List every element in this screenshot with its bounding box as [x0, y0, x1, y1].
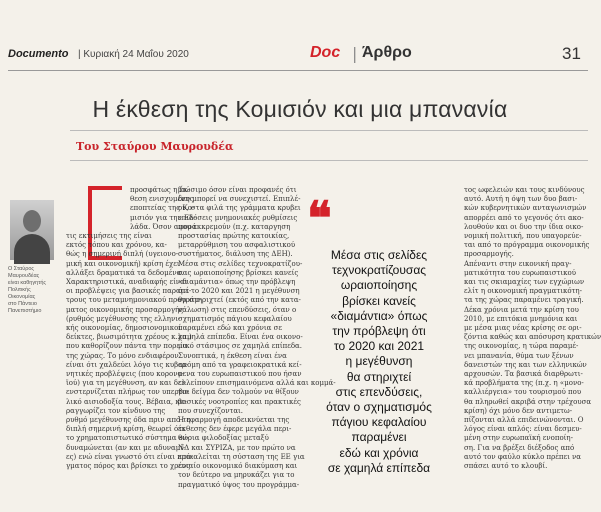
- text-line: ότι το 2020 και 2021 η μεγέθυνση: [178, 287, 300, 296]
- section-doc-label: Doc: [310, 44, 341, 61]
- text-line: ρυθμό μεγέθυνσης όδα πριν από τη: [66, 416, 191, 425]
- text-line: πραγματικό ύψος του προγράμμα-: [178, 480, 300, 489]
- text-line: που καθορίζουν πάντα την πορεία: [66, 342, 188, 351]
- text-line: επιδόσεις μνημονιακές ρυθμίσεις: [178, 213, 298, 222]
- text-line: Συνοπτικά, η έκθεση είναι ένα: [178, 351, 287, 360]
- text-line: ον, στα φιλά της γράμματα κρυβει: [178, 204, 301, 213]
- text-line: Δέκα χρόνια μετά την κρίση του: [464, 305, 579, 314]
- text-line: Μέσα στις σελίδες: [330, 248, 428, 262]
- text-line: στις επενδύσεις,: [335, 384, 423, 399]
- text-line: ση. Για να βρέξει διέξοδος από: [464, 443, 575, 452]
- text-line: πάγιου κεφαλαίου: [331, 415, 427, 430]
- text-line: που συνεχίζονται.: [178, 406, 244, 415]
- text-line: δεν μπορεί να συνεχιστεί. Επιπλέ-: [178, 195, 301, 204]
- text-line: τεχνοκρατίζουσας: [331, 263, 427, 278]
- text-line: θα στηριχτεί (εκτός από την κατα-: [178, 296, 301, 305]
- author-bio: [8, 266, 66, 315]
- text-line: ματικότητα του ευρωπαιστικού: [464, 268, 576, 277]
- title-rule: [70, 130, 588, 131]
- text-line: σε χαμηλά επίπεδα: [327, 460, 431, 475]
- text-line: Απέναντι στην εικονική πραγ-: [464, 259, 572, 268]
- text-line: ελλείπουν επισημαινόμενα αλλά και κομμά-: [178, 379, 336, 388]
- text-line: κής οικονομίας, δημοσιονομικοί: [66, 324, 182, 333]
- text-line: απορρέει από το γεγονός ότι ακο-: [464, 213, 584, 222]
- text-line: θώς η σημερινή διπλή (υγειονο-: [66, 250, 179, 259]
- section-name: Άρθρο: [362, 44, 412, 61]
- author-bio-line: Ο Σταύρος: [8, 266, 35, 272]
- text-line: Η εφαρμογή αποδεικνύεται της: [178, 416, 290, 425]
- author-photo: [10, 200, 54, 260]
- text-line: τα της χώρας παραμένει τραγική.: [464, 296, 584, 305]
- text-line: το χρηματοπιστωτικό σύστημα εν-: [66, 434, 189, 443]
- text-line: προσαρμογής.: [464, 250, 514, 259]
- text-line: θα στηριχτεί: [346, 369, 412, 384]
- text-line: το 2020 και 2021: [333, 339, 425, 354]
- text-line: ματος οικονομικής προσαρμογής: [66, 305, 184, 314]
- text-line: μενα του ευρωπαιστικού που ήσαν: [178, 370, 302, 379]
- text-line: αλλάξει δραματικά τα δεδομένα.: [66, 268, 184, 277]
- text-line: κών κυβερνητικών ανταγωνισμών: [464, 204, 587, 213]
- section-separator: |: [352, 44, 358, 63]
- quote-mark-icon: ❝: [307, 191, 332, 245]
- text-line: θεση ενισχυμένης: [130, 195, 194, 204]
- text-line: τρους του μεταμνημονιακού προγράμ-: [66, 296, 202, 305]
- author-bio-line: Μαυρουδέας: [8, 273, 40, 279]
- text-line: καλλιέργεια» του τουρισμού που: [464, 388, 582, 397]
- text-line: νει μπανανία, θύμα των ξένων: [464, 351, 574, 360]
- author-bio-line: Πανεπιστήμιο: [8, 308, 42, 314]
- text-line: (ρυθμός μεγέθυνσης της ελληνι-: [66, 314, 181, 323]
- text-line: τια δείγμα δεν τολμούν να θίξουν: [178, 388, 299, 397]
- byline-rule: [70, 160, 588, 161]
- text-line: την πρόβλεψη ότι: [332, 324, 426, 339]
- author-bio-line: στο Πάντειο: [8, 301, 37, 307]
- text-line: λικό αισιοδοξία τους. Βέβαια, κα-: [66, 397, 187, 406]
- article-column-2: [178, 186, 336, 490]
- brand-name: Documento: [8, 48, 69, 60]
- text-line: δείκτες, βιωσιμότητα χρέους κ.λπ.): [66, 333, 192, 342]
- text-line: βασικές νοοτροπίες και πρακτικές: [178, 397, 301, 406]
- pull-quote: [304, 248, 454, 476]
- text-line: όταν ο σχηματισμός: [326, 400, 432, 415]
- text-line: λουθούν και οι δυο την ίδια οικο-: [464, 222, 584, 231]
- article-title: Η έκθεση της Κομισιόν και μια μπανανία: [92, 96, 508, 122]
- text-line: μικό στάσιμος σε χαμηλά επίπεδα.: [178, 342, 303, 351]
- text-line: σας ωραιοποίησης βρίσκει κανείς: [178, 268, 299, 277]
- text-line: Μέσα στις σελίδες τεχνοκρατίζου-: [178, 259, 303, 268]
- text-line: νητικές προβλέψεις (που κορονο-: [66, 370, 185, 379]
- text-line: τος ωφελειών και τους κινδύνους: [464, 186, 585, 194]
- text-line: συστήματος, διάλυση της ΔΕΗ).: [178, 250, 293, 259]
- text-line: ζόντια καθώς και απόσυρση κρατικών: [464, 333, 601, 342]
- text-line: είναι ότι χαλδεύει λόγο τις κυβερ-: [66, 360, 189, 369]
- author-bio-line: Πολιτικής: [8, 287, 31, 293]
- header-rule: [8, 70, 588, 71]
- text-line: «διαμάντια» όπως: [330, 308, 428, 323]
- text-line: παραμένει: [351, 430, 407, 445]
- text-line: χαμηλά επίπεδα. Είναι ένα οικονο-: [178, 333, 303, 342]
- text-line: επικαλείται τη σύσταση της ΕΕ για: [178, 452, 305, 461]
- text-line: αρχουσών. Τα βασικά διαρθρωτι-: [464, 370, 583, 379]
- text-line: μένη στην ευρωπαϊκή ενοποίη-: [464, 434, 573, 443]
- text-line: ΝΔ και ΣΥΡΙΖΑ, με τον πρώτο να: [178, 443, 296, 452]
- text-line: τις εκτιμήσεις της είναι: [66, 232, 152, 241]
- text-line: νάλωση) στις επενδύσεις, όταν ο: [178, 305, 297, 314]
- text-line: και τις σκιαμαχίες των εγχώριων: [464, 278, 585, 287]
- text-line: κά προβλήματα της (π.χ. η «μονο-: [464, 379, 584, 388]
- text-line: θα πληρωθεί ακριβά στην τρέχουσα: [464, 397, 592, 406]
- text-line: λάδα. Όσον αφορά: [130, 222, 197, 231]
- text-line: νομική πολιτική, που υπαγορεύε-: [464, 232, 582, 241]
- text-line: πίζονται αλλά επιδεινώνονται. Ο: [464, 416, 584, 425]
- text-line: βρίσκει κανείς: [342, 293, 416, 308]
- text-line: προστασίας πρώτης κατοικίας,: [178, 232, 290, 241]
- text-line: έκθεσης δεν έφερε μεγάλα περι-: [178, 425, 292, 434]
- text-line: ελίτ η οικονομική πραγματικότη-: [464, 287, 582, 296]
- text-line: δανειστών της και των ελληνικών: [464, 360, 587, 369]
- text-line: λόγος είναι απλός: είναι δεσμευ-: [464, 425, 582, 434]
- author-bio-line: Οικονομίας: [8, 294, 36, 300]
- text-line: της χώρας. Το μόνο ενδιαφέρον: [66, 351, 179, 360]
- author-bio-line: είναι καθηγητής: [8, 280, 47, 286]
- text-line: γματος πόρος και βρίσκει το χρέος: [66, 462, 191, 471]
- text-line: ται από το πρόγραμμα οικονομικής: [464, 241, 590, 250]
- article-column-3: [464, 186, 601, 471]
- text-line: Χαρακτηριστικά, αναδιαφής είναι: [66, 278, 188, 287]
- byline: Του Σταύρου Μαυρουδέα: [76, 140, 234, 153]
- text-line: «διαμάντια» όπως την πρόβλεψη: [178, 278, 296, 287]
- text-line: 2010, με επιτόκια μνημόνια και: [464, 314, 578, 323]
- text-line: μεταρρύθμιση του ασφαλιστικού: [178, 241, 296, 250]
- text-line: εποπτείας της Κο-: [130, 204, 195, 213]
- text-line: με μέσα μιας νέας κρίσης σε ορι-: [464, 324, 582, 333]
- article-column-1: [66, 186, 202, 471]
- text-line: αυτό. Αυτή η όψη των δυο βασι-: [464, 195, 578, 204]
- text-line: σχηματισμός πάγιου κεφαλαίου: [178, 314, 292, 323]
- text-line: αυτό τον φαύλο κύκλο πρέπει να: [464, 452, 582, 461]
- text-line: θώρια φιλοδοξίας μεταξύ: [178, 434, 269, 443]
- text-line: τον δεύτερο να μηρυκάζει για το: [178, 471, 295, 480]
- text-line: μισιόν για την Ελ-: [130, 213, 196, 222]
- text-line: προσφάτως η έκ-: [130, 186, 190, 194]
- text-line: ωραιοποίησης: [340, 278, 418, 293]
- text-line: η μεγέθυνση: [345, 354, 413, 369]
- text-line: ϊού) για τη μεγέθυνση, αν και δεν: [66, 379, 186, 388]
- page-number: 31: [562, 44, 581, 63]
- text-line: ακόμη από τα γραφειοκρατικά κεί-: [178, 360, 302, 369]
- text-line: ραγγωρίζει τον κίνδυνο της: [66, 406, 166, 415]
- text-line: εδώ και χρόνια: [339, 445, 419, 460]
- text-line: ενιαίο οικονομικό διακύμαση και: [178, 462, 298, 471]
- text-line: ενστερνίζεται πλήρως τον υπερβο-: [66, 388, 190, 397]
- text-line: δυναμώνεται (αν και με αδυναμί-: [66, 443, 186, 452]
- text-line: σπάσει αυτό το κλουβί.: [464, 462, 548, 471]
- text-line: κρίση) όχι μόνο δεν αντιμετω-: [464, 406, 573, 415]
- text-line: διπλή σημερινή κρίση, θεωρεί ότι: [66, 425, 185, 434]
- text-line: μική και οικονομική) κρίση έχει: [66, 259, 180, 268]
- page-header: [0, 0, 600, 70]
- text-line: παραμένει εδώ και χρόνια σε: [178, 324, 282, 333]
- issue-date: | Κυριακή 24 Μαΐου 2020: [78, 49, 189, 60]
- text-line: ες) ενώ είναι γνωστό ότι είναι πρά-: [66, 452, 194, 461]
- text-line: βιώσιμο όσον είναι προφανές ότι: [178, 186, 297, 194]
- text-line: εκτός τόπου και χρόνου, κα-: [66, 241, 167, 250]
- text-line: που εκκρεμούν (π.χ. καταργηση: [178, 222, 291, 231]
- text-line: της οικονομίας, η τώρα παραμέ-: [464, 342, 579, 351]
- text-line: οι προβλέψεις για βασικές παραμέ-: [66, 287, 192, 296]
